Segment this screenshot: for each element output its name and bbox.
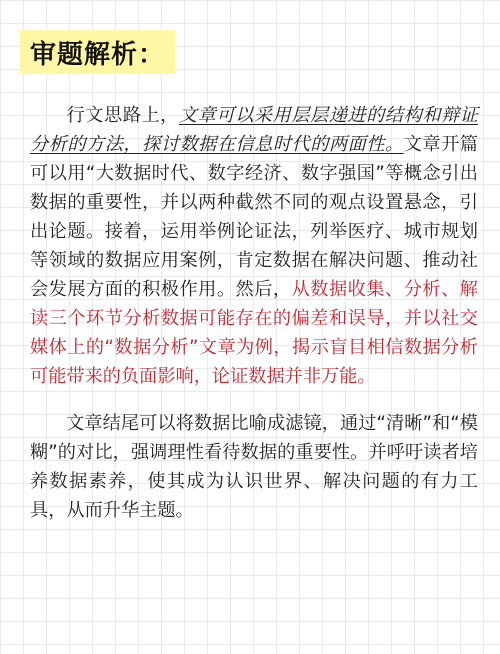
paragraph2-text: 文章结尾可以将数据比喻成滤镜，通过“清晰”和“模糊”的对比，强调理性看待数据的重要性。并呼吁读者培养数据素养，使其成为认识世界、解决问题的有力工具，从而升华主题。: [30, 413, 478, 521]
title-highlight: [20, 30, 175, 74]
paragraph1-lead: 行文思路上，: [66, 105, 179, 126]
paragraph-structure: [30, 101, 478, 391]
paragraph-conclusion: [30, 409, 478, 525]
paragraph1-middle: 文章开篇可以用“大数据时代、数字经济、数字强国”等概念引出数据的重要性，并以两种截然不同的观点设置悬念，引出论题。接着，运用举例论证法，列举医疗、城市规划等领域的数据应用案例，肯定数据在解决问题、推动社会发展方面的积极作用。然后，: [30, 134, 478, 300]
page-title: 审题解析：: [30, 39, 166, 70]
paragraph1-emphasis: 文章可以采用层层递进的结构和辩证分析的方法，探讨数据在信息时代的两面性。: [30, 105, 478, 155]
paragraph1-highlight: 从数据收集、分析、解读三个环节分析数据可能存在的偏差和误导，并以社交媒体上的“数据分析”文章为例，揭示盲目相信数据分析可能带来的负面影响，论证数据并非万能。: [30, 279, 478, 387]
